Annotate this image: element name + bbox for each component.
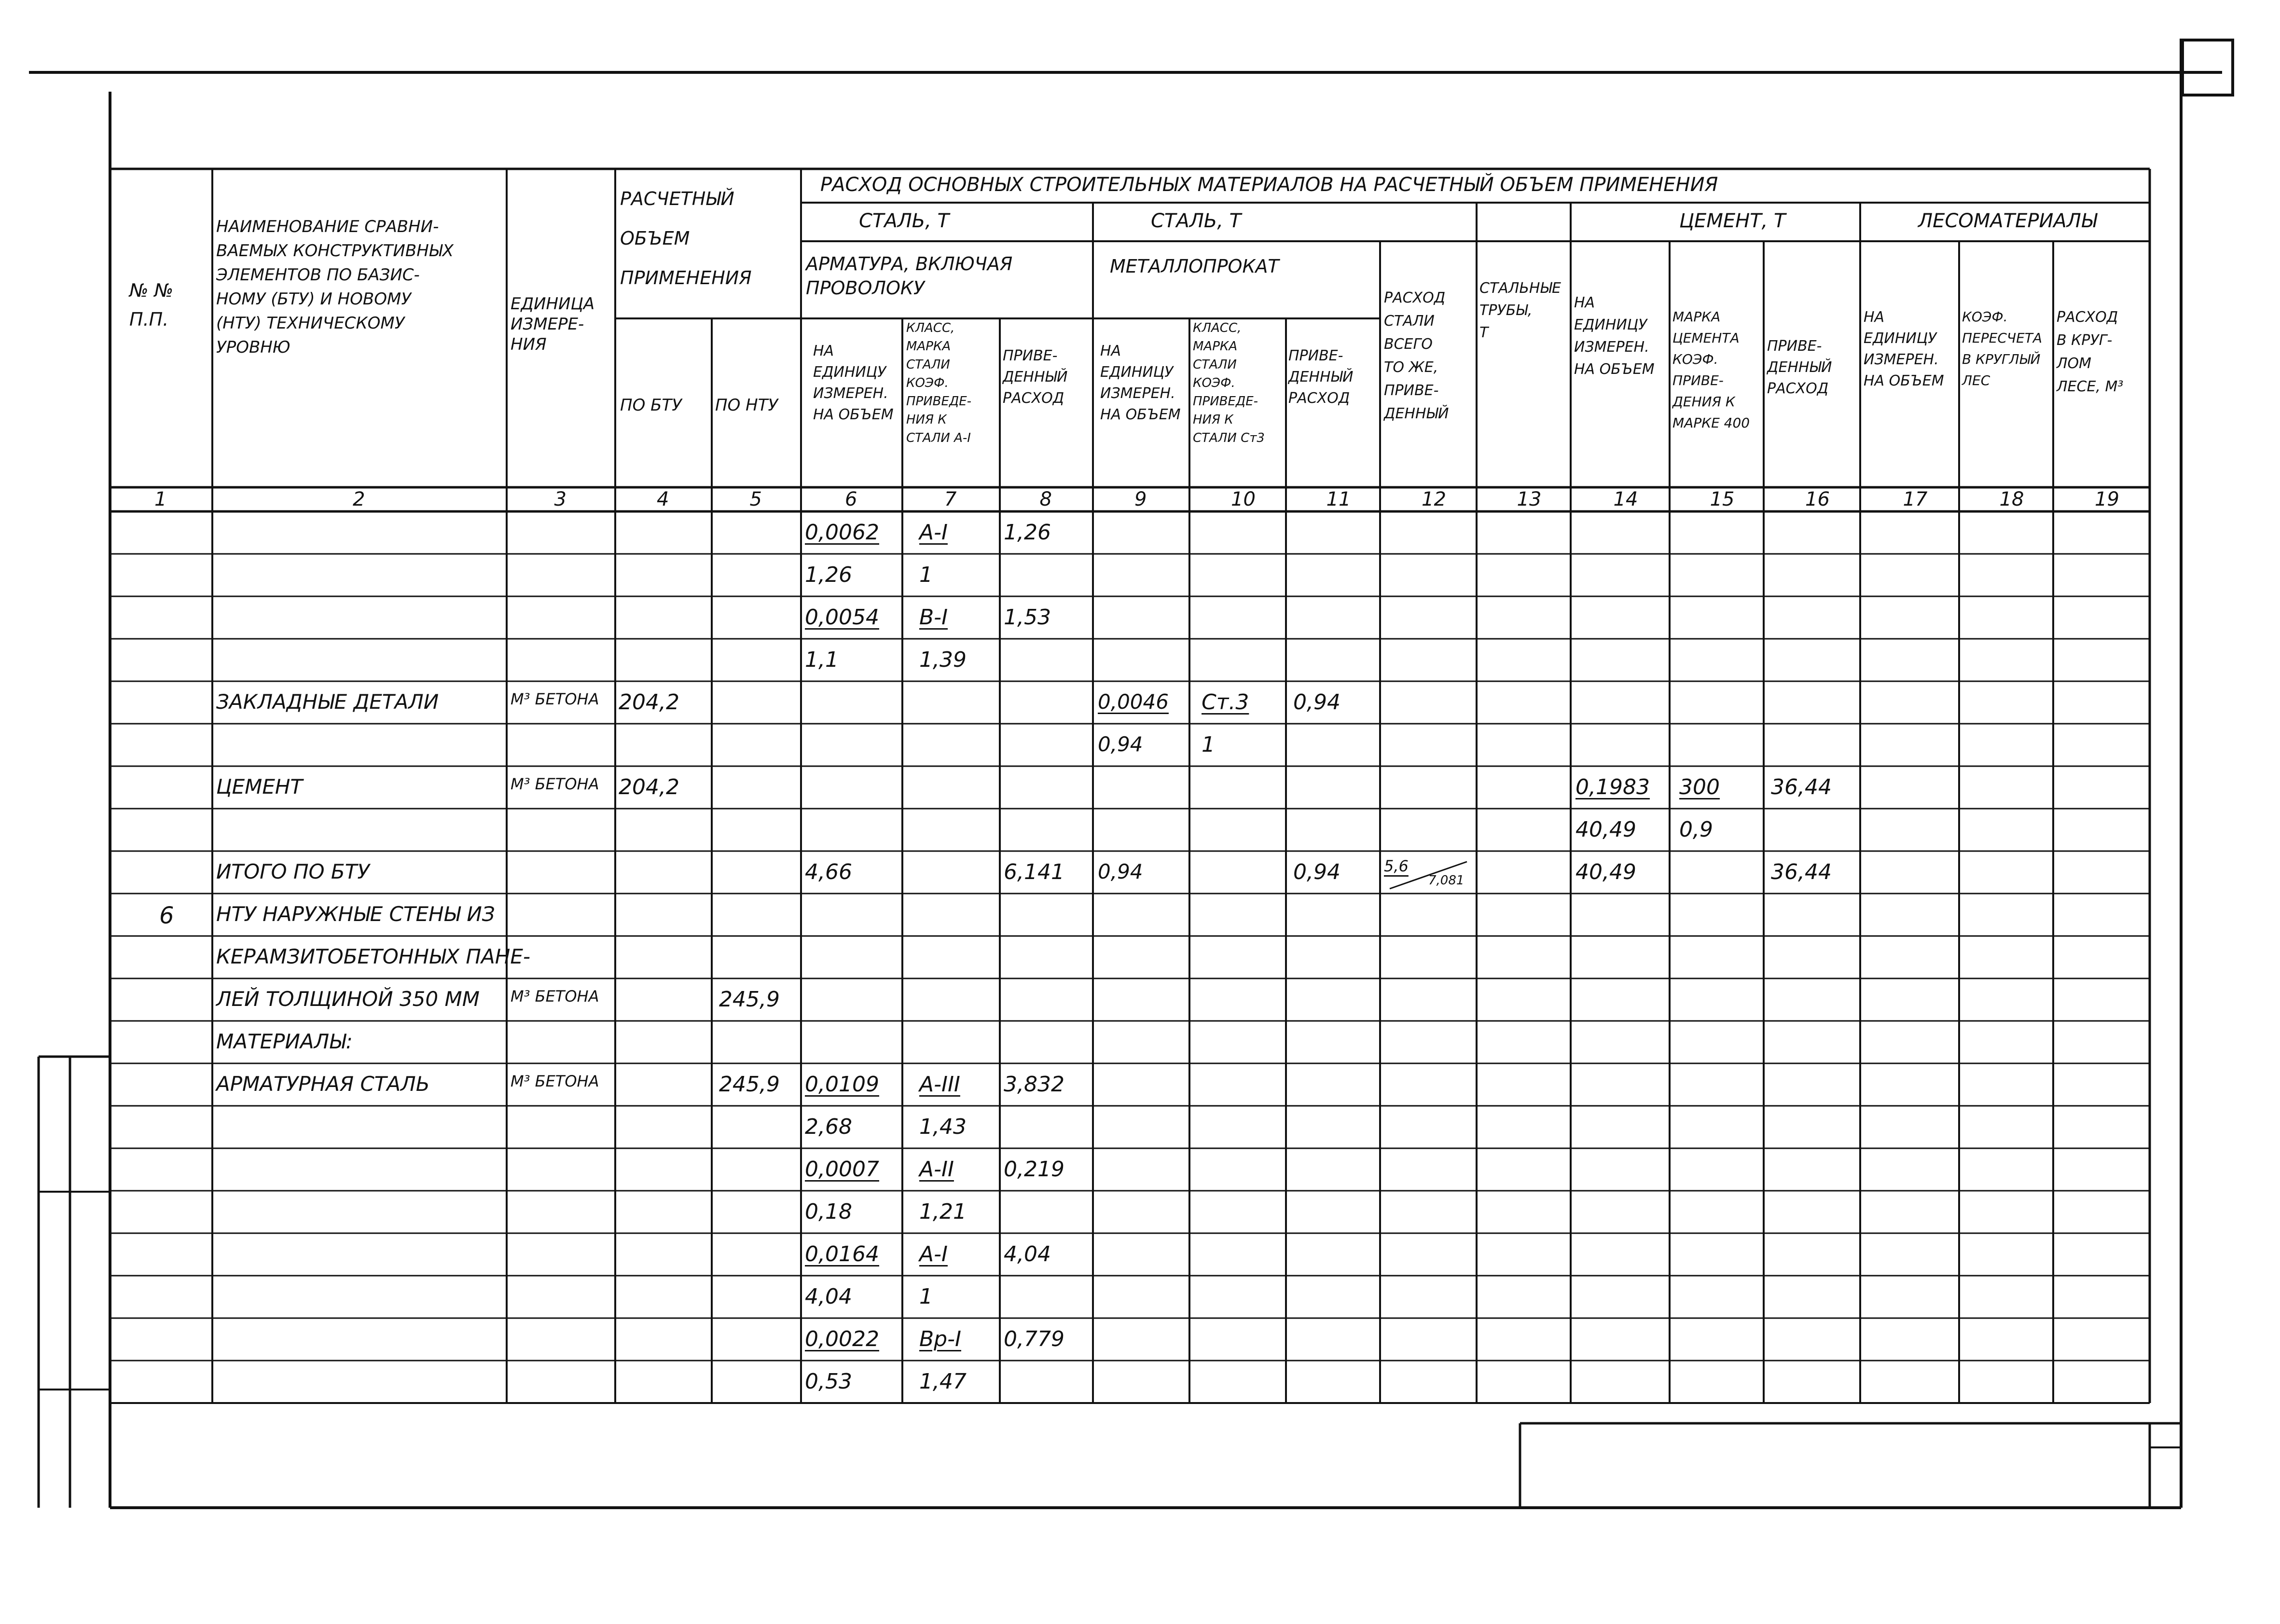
column-number: 14 (1613, 488, 1638, 510)
header-col15: КОЭФ. (1672, 351, 1718, 367)
cell-c9: 0,94 (1098, 732, 1143, 756)
header-col15: МАРКА (1672, 309, 1721, 325)
header-col17: ИЗМЕРЕН. (1864, 351, 1939, 368)
header-col17: НА ОБЪЕМ (1864, 372, 1944, 389)
header-col9: ЕДИНИЦУ (1100, 364, 1174, 381)
cell-c2: ЦЕМЕНТ (216, 775, 303, 798)
cell-c3: М³ БЕТОНА (511, 987, 599, 1005)
header-col2: ВАЕМЫХ КОНСТРУКТИВНЫХ (216, 241, 454, 261)
cell-c4: 204,2 (619, 690, 679, 715)
header-col10: КОЭФ. (1193, 376, 1235, 390)
header-col8: ДЕННЫЙ (1003, 369, 1068, 385)
cell-c14: 40,49 (1575, 860, 1636, 884)
cell-c2: ЛЕЙ ТОЛЩИНОЙ 350 ММ (216, 987, 480, 1011)
header-col11: ДЕННЫЙ (1288, 369, 1354, 385)
cell-c8: 4,04 (1004, 1242, 1051, 1266)
header-col7: КЛАСС, (906, 321, 955, 335)
header-col14: ЕДИНИЦУ (1574, 317, 1647, 333)
column-number: 12 (1422, 488, 1446, 510)
header-steel-2: СТАЛЬ, Т (1151, 210, 1242, 232)
header-col18: ЛЕС (1962, 372, 1990, 388)
cell-c6: 0,0054 (805, 605, 879, 630)
cell-c8: 1,26 (1004, 520, 1051, 545)
header-col10: ПРИВЕДЕ- (1193, 394, 1258, 409)
cell-c2: НТУ НАРУЖНЫЕ СТЕНЫ ИЗ (216, 902, 495, 926)
header-col2: ЭЛЕМЕНТОВ ПО БАЗИС- (216, 265, 420, 285)
header-col11: ПРИВЕ- (1288, 347, 1343, 364)
header-col12: СТАЛИ (1384, 313, 1435, 330)
column-number: 2 (353, 488, 365, 510)
header-col9: НА (1100, 343, 1121, 359)
header-rebar-group: АРМАТУРА, ВКЛЮЧАЯ (806, 253, 1013, 275)
header-col4: ПО БТУ (620, 396, 682, 415)
column-number: 15 (1710, 488, 1735, 510)
cell-c5: 245,9 (719, 1072, 780, 1097)
cell-c7: 1,47 (919, 1369, 967, 1394)
header-col15: МАРКЕ 400 (1672, 415, 1750, 431)
column-number: 4 (657, 488, 669, 510)
cell-c15: 0,9 (1679, 817, 1713, 842)
cell-c9: 0,94 (1098, 860, 1143, 883)
header-col17: НА (1864, 309, 1885, 326)
cell-c7: 1 (919, 563, 933, 587)
header-col18: ПЕРЕСЧЕТА (1962, 330, 2043, 346)
header-rebar-group: ПРОВОЛОКУ (806, 277, 925, 299)
header-col10: МАРКА (1193, 339, 1238, 354)
header-col13: ТРУБЫ, (1479, 302, 1533, 319)
header-col7: СТАЛИ А-I (906, 431, 971, 445)
cell-c6: 0,53 (805, 1369, 852, 1394)
header-col10: КЛАСС, (1193, 321, 1242, 335)
cell-c3: М³ БЕТОНА (511, 690, 599, 708)
header-col14: НА ОБЪЕМ (1574, 361, 1655, 378)
header-col15: ЦЕМЕНТА (1672, 330, 1740, 346)
column-number: 18 (1999, 488, 2024, 510)
cell-c6: 0,0109 (805, 1072, 879, 1097)
header-col14: НА (1574, 294, 1595, 311)
column-number: 7 (944, 488, 957, 510)
header-col5: ПО НТУ (715, 396, 778, 415)
cell-c6: 4,66 (805, 860, 852, 884)
cell-c8: 6,141 (1004, 860, 1064, 884)
header-calc-volume: ПРИМЕНЕНИЯ (620, 267, 752, 289)
header-col19: РАСХОД (2057, 309, 2118, 326)
top-sheet-box (2181, 39, 2234, 96)
header-col10: СТАЛИ (1193, 358, 1237, 372)
cell-c6: 1,26 (805, 563, 852, 587)
cell-c16: 36,44 (1771, 860, 1832, 884)
header-cement: ЦЕМЕНТ, Т (1679, 210, 1786, 232)
column-number: 9 (1134, 488, 1147, 510)
cell-c7: А-II (919, 1157, 954, 1182)
column-number: 1 (154, 488, 167, 510)
cell-c16: 36,44 (1771, 775, 1832, 799)
header-col18: КОЭФ. (1962, 309, 2008, 325)
cell-c6: 2,68 (805, 1115, 852, 1139)
cell-c6: 1,1 (805, 647, 839, 672)
header-col6: ЕДИНИЦУ (813, 364, 886, 381)
header-col13: Т (1479, 324, 1489, 341)
header-col16: РАСХОД (1767, 380, 1829, 397)
cell-c9: 0,0046 (1098, 690, 1169, 714)
header-col9: НА ОБЪЕМ (1100, 406, 1181, 423)
cell-c2: МАТЕРИАЛЫ: (216, 1030, 353, 1053)
header-col6: НА (813, 343, 834, 359)
header-main-span: РАСХОД ОСНОВНЫХ СТРОИТЕЛЬНЫХ МАТЕРИАЛОВ НА РАСЧЕТНЫЙ ОБЪЕМ ПРИМЕНЕНИЯ (820, 174, 1718, 196)
cell-c14: 0,1983 (1575, 775, 1650, 799)
cell-c7: А-I (919, 520, 948, 545)
cell-c7: В-I (919, 605, 948, 630)
cell-c7: 1,39 (919, 647, 967, 672)
header-metal-group: МЕТАЛЛОПРОКАТ (1110, 256, 1279, 277)
cell-c3: М³ БЕТОНА (511, 775, 599, 793)
header-col12: РАСХОД (1384, 289, 1446, 306)
cell-c7: А-III (919, 1072, 960, 1097)
header-col3: ИЗМЕРЕ- (511, 315, 584, 334)
cell-c1: 6 (159, 902, 174, 929)
cell-c7: 1 (919, 1284, 933, 1309)
header-col19: В КРУГ- (2057, 332, 2113, 349)
header-col15: ДЕНИЯ К (1672, 394, 1735, 410)
header-col2: (НТУ) ТЕХНИЧЕСКОМУ (216, 314, 405, 333)
header-col16: ПРИВЕ- (1767, 338, 1822, 355)
header-col8: РАСХОД (1003, 390, 1064, 407)
cell-c11: 0,94 (1293, 860, 1340, 884)
header-col1: № № (129, 280, 174, 301)
cell-c8: 3,832 (1004, 1072, 1064, 1097)
header-col12: ПРИВЕ- (1384, 382, 1439, 399)
cell-c2: ИТОГО ПО БТУ (216, 860, 370, 883)
header-col7: МАРКА (906, 339, 951, 354)
header-col19: ЛЕСЕ, М³ (2057, 378, 2124, 395)
header-steel-1: СТАЛЬ, Т (859, 210, 950, 232)
cell-c7: Вр-I (919, 1327, 961, 1351)
header-col7: НИЯ К (906, 413, 947, 427)
header-col12: ДЕННЫЙ (1384, 405, 1449, 422)
header-col17: ЕДИНИЦУ (1864, 330, 1937, 347)
header-col10: НИЯ К (1193, 413, 1233, 427)
header-col7: ПРИВЕДЕ- (906, 394, 972, 409)
column-number: 13 (1517, 488, 1542, 510)
cell-c12-reduced: 7,081 (1428, 873, 1465, 888)
cell-c2: АРМАТУРНАЯ СТАЛЬ (216, 1072, 430, 1096)
header-col7: СТАЛИ (906, 358, 950, 372)
header-col8: ПРИВЕ- (1003, 347, 1058, 364)
column-number: 19 (2095, 488, 2119, 510)
cell-c2: ЗАКЛАДНЫЕ ДЕТАЛИ (216, 690, 439, 714)
column-number: 8 (1039, 488, 1052, 510)
header-col7: КОЭФ. (906, 376, 949, 390)
cell-c6: 0,0062 (805, 520, 879, 545)
header-calc-volume: РАСЧЕТНЫЙ (620, 188, 734, 209)
header-col18: В КРУГЛЫЙ (1962, 351, 2041, 367)
cell-c8: 1,53 (1004, 605, 1051, 630)
column-number: 10 (1231, 488, 1256, 510)
column-number: 6 (845, 488, 857, 510)
header-col1: П.П. (129, 309, 169, 330)
header-col2: НОМУ (БТУ) И НОВОМУ (216, 289, 412, 309)
header-col3: НИЯ (511, 335, 547, 354)
header-col2: УРОВНЮ (216, 338, 290, 357)
header-col11: РАСХОД (1288, 390, 1350, 407)
cell-c6: 0,0164 (805, 1242, 879, 1266)
cell-c7: 1,43 (919, 1115, 967, 1139)
header-col13: СТАЛЬНЫЕ (1479, 280, 1561, 297)
header-col12: ВСЕГО (1384, 336, 1433, 353)
cell-c6: 0,18 (805, 1199, 852, 1224)
header-col19: ЛОМ (2057, 355, 2092, 372)
header-calc-volume: ОБЪЕМ (620, 228, 690, 249)
cell-c5: 245,9 (719, 987, 780, 1012)
header-col14: ИЗМЕРЕН. (1574, 339, 1649, 356)
header-col9: ИЗМЕРЕН. (1100, 385, 1175, 402)
header-col16: ДЕННЫЙ (1767, 359, 1832, 376)
cell-c2: КЕРАМЗИТОБЕТОННЫХ ПАНЕ- (216, 945, 531, 968)
cell-c7: А-I (919, 1242, 948, 1266)
header-col6: ИЗМЕРЕН. (813, 385, 888, 402)
cell-c10: 1 (1202, 732, 1215, 757)
header-col15: ПРИВЕ- (1672, 372, 1724, 388)
column-number: 5 (749, 488, 762, 510)
column-number: 16 (1805, 488, 1830, 510)
header-col6: НА ОБЪЕМ (813, 406, 894, 423)
cell-c6: 4,04 (805, 1284, 852, 1309)
cell-c8: 0,219 (1004, 1157, 1064, 1182)
header-col10: СТАЛИ Ст3 (1193, 431, 1265, 445)
cell-c8: 0,779 (1004, 1327, 1064, 1351)
column-number: 11 (1326, 488, 1351, 510)
header-col12: ТО ЖЕ, (1384, 359, 1438, 376)
header-col3: ЕДИНИЦА (511, 294, 595, 314)
cell-c7: 1,21 (919, 1199, 967, 1224)
cell-c6: 0,0007 (805, 1157, 879, 1182)
column-number: 3 (554, 488, 567, 510)
column-number: 17 (1903, 488, 1928, 510)
cell-c3: М³ БЕТОНА (511, 1072, 599, 1090)
header-col2: НАИМЕНОВАНИЕ СРАВНИ- (216, 217, 439, 236)
cell-c6: 0,0022 (805, 1327, 879, 1351)
header-lumber: ЛЕСОМАТЕРИАЛЫ (1918, 210, 2097, 232)
cell-c15: 300 (1679, 775, 1720, 799)
cell-c12-total: 5,6 (1384, 857, 1409, 875)
cell-c14: 40,49 (1575, 817, 1636, 842)
cell-c11: 0,94 (1293, 690, 1340, 715)
cell-c10: Ст.3 (1202, 690, 1249, 715)
cell-c4: 204,2 (619, 775, 679, 799)
